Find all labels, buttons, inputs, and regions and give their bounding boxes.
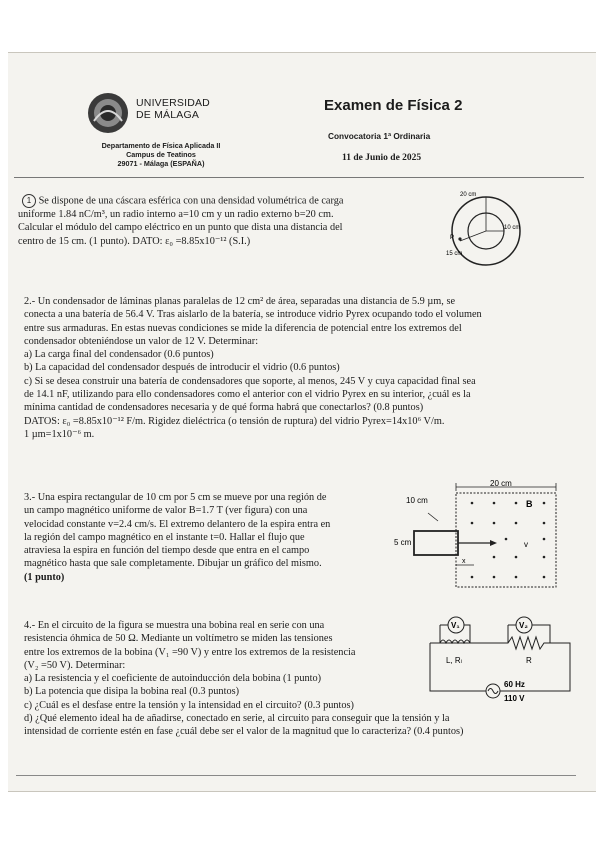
question-1-number-icon: 1 bbox=[22, 194, 36, 208]
q1-distance-label: 15 cm bbox=[446, 251, 463, 257]
header-divider bbox=[14, 177, 584, 178]
q1-spherical-shell-figure bbox=[440, 189, 532, 269]
q4-circuit-figure bbox=[420, 613, 580, 717]
footer-divider bbox=[16, 775, 576, 776]
exam-title: Examen de Física 2 bbox=[324, 97, 463, 114]
exam-sheet bbox=[8, 52, 596, 792]
department-info: Departamento de Física Aplicada II Campus de Teatinos 29071 - Málaga (ESPAÑA) bbox=[101, 141, 221, 168]
q3-velocity-label: v bbox=[524, 540, 528, 549]
question-1: 1 Se dispone de una cáscara esférica con una densidad volumétrica de carga uniforme 1.84 nC/m³, un radio interno a=10 cm y un radio externo b=20 cm. Calcular el módulo del campo eléctrico en un punto que dista una distancia del centro de 15 cm. (1 punto). DATO: ε₀ =8.85x10⁻¹² (S.I.) bbox=[18, 195, 344, 247]
q4-voltage-label: 110 V bbox=[504, 694, 525, 703]
q3-field-width-label: 20 cm bbox=[490, 479, 512, 488]
university-name: UNIVERSIDAD DE MÁLAGA bbox=[136, 97, 210, 121]
question-2: 2.- Un condensador de láminas planas paralelas de 12 cm² de área, separadas una distancia de 5.9 µm, se conecta a una batería de 56.4 V. Tras aislarlo de la batería, se introduce vidrio Pyrex ocupando todo el volumen entre sus armaduras. En estas nuevas condiciones se mide la diferencia de potencial entre los extremos del condensador obteniéndose un valor de 12 V. Determinar: a) La carga final del condensador (0.6 puntos) b) La capacidad del condensador después de introducir el vidrio (0.6 puntos) c) Si se desea construir una batería de condensadores que soporte, al menos, 245 V y cuya capacidad final sea de 14.1 nF, utilizando para ello condensadores como el anterior con el vidrio Pyrex en su interior, ¿cuál es la mínima cantidad de condensadores necesaria y de qué forma habrá que conectarlos? (0.8 puntos) DATOS: ε₀ =8.85x10⁻¹² F/m. Rigidez dieléctrica (o tensión de ruptura) del vidrio Pyrex=14x10⁶ V/m. 1 µm=1x10⁻⁶ m. bbox=[24, 296, 482, 440]
university-logo-icon bbox=[86, 91, 130, 135]
q3-magnetic-field-figure bbox=[394, 479, 564, 591]
exam-date: 11 de Junio de 2025 bbox=[342, 153, 422, 163]
q4-frequency-label: 60 Hz bbox=[504, 680, 525, 689]
q4-v2-label: V₂ bbox=[519, 621, 528, 630]
q4-resistor-label: R bbox=[526, 656, 532, 665]
q4-coil-label: L, Rₗ bbox=[446, 656, 462, 665]
q1-outer-radius-label: 20 cm bbox=[460, 192, 477, 198]
q3-x-label: x bbox=[462, 558, 466, 565]
question-3: 3.- Una espira rectangular de 10 cm por 5 cm se mueve por una región de un campo magnético uniforme de valor B=1.7 T (ver figura) con una velocidad constante v=2.4 cm/s. El extremo delantero de la espira entra en la región del campo magnético en el instante t=0. Hallar el flujo que atraviesa la espira en función del tiempo desde que entra en el campo magnético hasta que sale completamente. Dibujar un gráfico del mismo. (1 punto) bbox=[24, 492, 331, 583]
convocatoria: Convocatoria 1ª Ordinaria bbox=[328, 131, 431, 141]
q3-loop-height-label: 5 cm bbox=[394, 538, 412, 547]
q3-loop-length-label: 10 cm bbox=[406, 496, 428, 505]
q3-field-label: B bbox=[526, 499, 533, 509]
q1-inner-radius-label: 10 cm bbox=[504, 225, 521, 231]
question-4: 4.- En el circuito de la figura se muestra una bobina real en serie con una resistencia óhmica de 50 Ω. Mediante un voltímetro se miden las tensiones entre los extremos de la bobina (V₁ =90 V) y entre los extremos de la resistencia (V₂ =50 V). Determinar: a) La resistencia y el coeficiente de autoinducción dela bobina (1 punto) b) La potencia que disipa la bobina real (0.3 puntos) c) ¿Cuál es el desfase entre la tensión y la intensidad en el circuito? (0.3 puntos) d) ¿Qué elemento ideal ha de añadirse, conectado en serie, al circuito para conseguir que la tensión y la intensidad de corriente estén en fase ¿cuál debe ser el valor de la magnitud que lo caracteriza? (0.4 puntos) bbox=[24, 620, 464, 738]
q1-point-label: P bbox=[450, 235, 455, 241]
q4-v1-label: V₁ bbox=[451, 621, 460, 630]
